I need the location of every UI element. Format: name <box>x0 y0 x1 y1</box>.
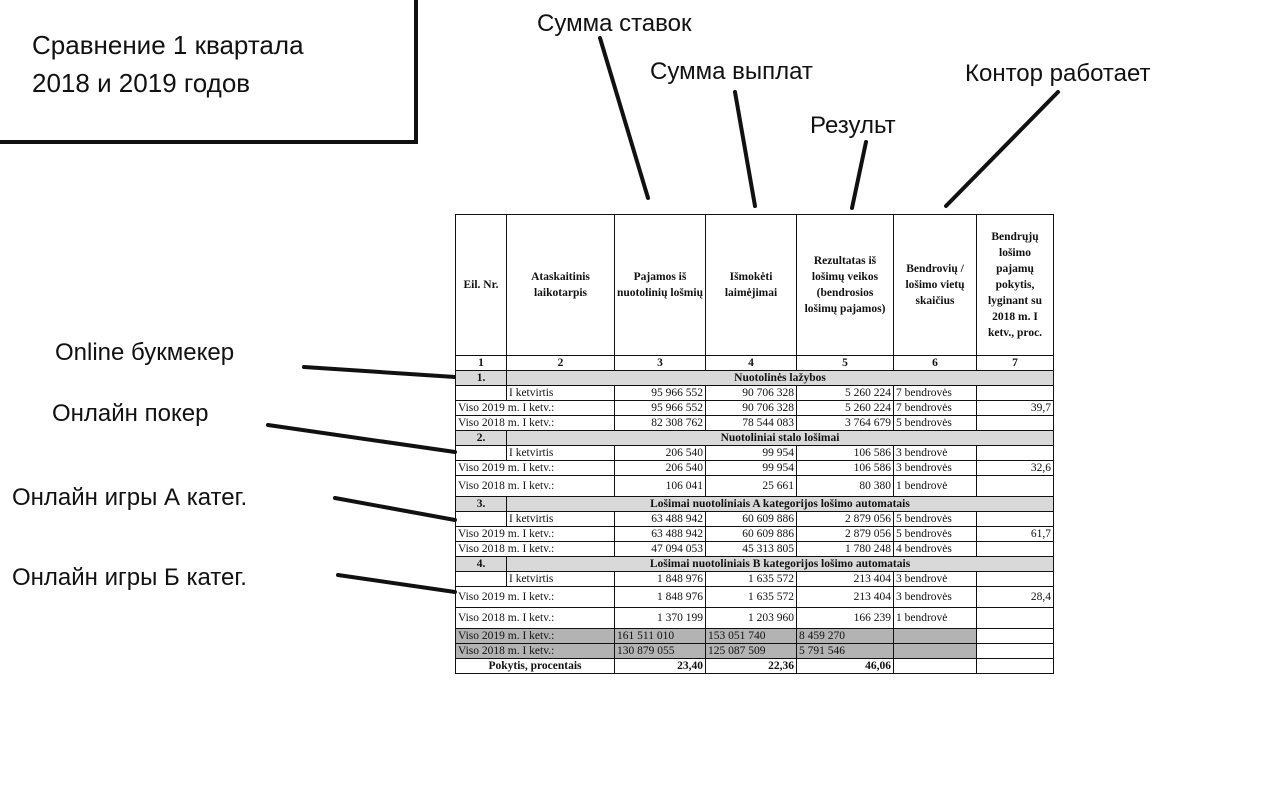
table-row <box>456 512 1054 527</box>
change-cell <box>977 542 1054 557</box>
period-cell: I ketvirtis <box>507 446 615 461</box>
payout-cell: 78 544 083 <box>706 416 797 431</box>
line-office <box>946 92 1058 206</box>
change-label: Pokytis, procentais <box>456 659 615 674</box>
title-line-2: 2018 и 2019 годов <box>32 68 251 98</box>
companies-cell: 4 bendrovės <box>894 542 977 557</box>
period-cell: Viso 2019 m. I ketv.: <box>456 527 615 542</box>
period-cell: Viso 2018 m. I ketv.: <box>456 476 615 497</box>
result-cell: 166 239 <box>797 608 894 629</box>
column-number: 2 <box>507 356 615 371</box>
payout-cell: 99 954 <box>706 461 797 476</box>
table-row <box>456 572 1054 587</box>
income-cell: 1 848 976 <box>615 587 706 608</box>
period-cell: Viso 2019 m. I ketv.: <box>456 629 615 644</box>
change-cell <box>977 446 1054 461</box>
total-row <box>456 629 1054 644</box>
label-result: Результ <box>810 112 896 139</box>
payout-cell: 125 087 509 <box>706 644 797 659</box>
income-cell: 206 540 <box>615 446 706 461</box>
result-cell: 106 586 <box>797 446 894 461</box>
period-cell: Viso 2018 m. I ketv.: <box>456 608 615 629</box>
table-row <box>456 446 1054 461</box>
change-cell <box>977 608 1054 629</box>
result-cell: 213 404 <box>797 587 894 608</box>
period-cell: Viso 2018 m. I ketv.: <box>456 644 615 659</box>
header-cell: Bendrųjų lošimo pajamų pokytis, lyginant su 2018 m. I ketv., proc. <box>977 215 1054 356</box>
label-stakes: Сумма ставок <box>537 10 692 37</box>
payout-change: 22,36 <box>706 659 797 674</box>
line-stakes <box>600 38 648 198</box>
result-cell: 2 879 056 <box>797 512 894 527</box>
section-title: Lošimai nuotoliniais A kategorijos lošimo automatais <box>507 497 1054 512</box>
line-online-bookmaker <box>304 367 455 377</box>
result-cell: 106 586 <box>797 461 894 476</box>
table-row <box>456 401 1054 416</box>
period-cell: Viso 2018 m. I ketv.: <box>456 416 615 431</box>
table-row <box>456 608 1054 629</box>
label-online-games-a: Онлайн игры А катег. <box>12 484 248 511</box>
companies-cell: 5 bendrovės <box>894 512 977 527</box>
line-payouts <box>735 92 755 206</box>
change-cell: 32,6 <box>977 461 1054 476</box>
income-cell: 1 848 976 <box>615 572 706 587</box>
income-cell: 206 540 <box>615 461 706 476</box>
result-cell: 80 380 <box>797 476 894 497</box>
companies-cell: 1 bendrovė <box>894 608 977 629</box>
income-cell: 63 488 942 <box>615 527 706 542</box>
header-cell: Bendrovių / lošimo vietų skaičius <box>894 215 977 356</box>
result-cell: 2 879 056 <box>797 527 894 542</box>
period-cell: I ketvirtis <box>507 572 615 587</box>
period-cell: Viso 2018 m. I ketv.: <box>456 542 615 557</box>
result-cell: 213 404 <box>797 572 894 587</box>
header-cell: Rezultatas iš lošimų veikos (bendrosios lošimų pajamos) <box>797 215 894 356</box>
period-cell: I ketvirtis <box>507 386 615 401</box>
companies-cell: 7 bendrovės <box>894 386 977 401</box>
payout-cell: 60 609 886 <box>706 512 797 527</box>
report-table <box>455 214 1054 674</box>
income-cell: 95 966 552 <box>615 401 706 416</box>
companies-cell: 3 bendrovės <box>894 461 977 476</box>
payout-cell: 60 609 886 <box>706 527 797 542</box>
companies-cell: 5 bendrovės <box>894 527 977 542</box>
table-row <box>456 476 1054 497</box>
label-online-bookmaker: Online букмекер <box>55 339 235 366</box>
period-cell: Viso 2019 m. I ketv.: <box>456 401 615 416</box>
change-cell <box>977 572 1054 587</box>
change-cell: 39,7 <box>977 401 1054 416</box>
payout-cell: 90 706 328 <box>706 386 797 401</box>
section-title: Nuotoliniai stalo lošimai <box>507 431 1054 446</box>
income-cell: 106 041 <box>615 476 706 497</box>
change-cell: 61,7 <box>977 527 1054 542</box>
income-cell: 82 308 762 <box>615 416 706 431</box>
change-row <box>456 659 1054 674</box>
result-cell: 8 459 270 <box>797 629 894 644</box>
header-cell: Ataskaitinis laikotarpis <box>507 215 615 356</box>
companies-cell: 3 bendrovė <box>894 446 977 461</box>
change-cell <box>977 386 1054 401</box>
income-cell: 1 370 199 <box>615 608 706 629</box>
column-number: 7 <box>977 356 1054 371</box>
income-cell: 47 094 053 <box>615 542 706 557</box>
column-number: 3 <box>615 356 706 371</box>
header-cell: Eil. Nr. <box>456 215 507 356</box>
label-payouts: Сумма выплат <box>650 58 813 85</box>
result-change: 46,06 <box>797 659 894 674</box>
companies-cell: 1 bendrovė <box>894 476 977 497</box>
section-number: 4. <box>456 557 507 572</box>
payout-cell: 90 706 328 <box>706 401 797 416</box>
result-cell: 5 260 224 <box>797 401 894 416</box>
section-row <box>456 557 1054 572</box>
income-cell: 161 511 010 <box>615 629 706 644</box>
total-row <box>456 644 1054 659</box>
section-row <box>456 371 1054 386</box>
table-row <box>456 386 1054 401</box>
payout-cell: 45 313 805 <box>706 542 797 557</box>
header-cell: Pajamos iš nuotolinių lošmių <box>615 215 706 356</box>
change-cell <box>977 512 1054 527</box>
payout-cell: 25 661 <box>706 476 797 497</box>
income-cell: 130 879 055 <box>615 644 706 659</box>
section-number: 2. <box>456 431 507 446</box>
label-office: Контор работает <box>965 60 1151 87</box>
line-online-poker <box>268 425 455 452</box>
result-cell: 3 764 679 <box>797 416 894 431</box>
table-row <box>456 587 1054 608</box>
income-cell: 63 488 942 <box>615 512 706 527</box>
title-box <box>0 0 418 144</box>
result-cell: 1 780 248 <box>797 542 894 557</box>
label-online-games-b: Онлайн игры Б катег. <box>12 564 247 591</box>
payout-cell: 153 051 740 <box>706 629 797 644</box>
payout-cell: 99 954 <box>706 446 797 461</box>
line-online-games-b <box>338 575 455 592</box>
section-number: 1. <box>456 371 507 386</box>
table-row <box>456 542 1054 557</box>
column-number-row <box>456 356 1054 371</box>
result-cell: 5 260 224 <box>797 386 894 401</box>
line-online-games-a <box>335 498 455 520</box>
table-row <box>456 527 1054 542</box>
column-number: 4 <box>706 356 797 371</box>
income-change: 23,40 <box>615 659 706 674</box>
companies-cell: 5 bendrovės <box>894 416 977 431</box>
table-row <box>456 416 1054 431</box>
section-number: 3. <box>456 497 507 512</box>
period-cell: I ketvirtis <box>507 512 615 527</box>
income-cell: 95 966 552 <box>615 386 706 401</box>
payout-cell: 1 635 572 <box>706 587 797 608</box>
change-cell <box>977 476 1054 497</box>
column-number: 5 <box>797 356 894 371</box>
change-cell <box>977 416 1054 431</box>
period-cell: Viso 2019 m. I ketv.: <box>456 587 615 608</box>
table-row <box>456 461 1054 476</box>
payout-cell: 1 203 960 <box>706 608 797 629</box>
header-cell: Išmokėti laimėjimai <box>706 215 797 356</box>
payout-cell: 1 635 572 <box>706 572 797 587</box>
companies-cell: 3 bendrovė <box>894 572 977 587</box>
period-cell: Viso 2019 m. I ketv.: <box>456 461 615 476</box>
column-number: 6 <box>894 356 977 371</box>
line-result <box>852 142 866 208</box>
section-title: Nuotolinės lažybos <box>507 371 1054 386</box>
result-cell: 5 791 546 <box>797 644 894 659</box>
label-online-poker: Онлайн покер <box>52 400 209 427</box>
change-cell: 28,4 <box>977 587 1054 608</box>
companies-cell: 3 bendrovės <box>894 587 977 608</box>
section-row <box>456 431 1054 446</box>
column-number: 1 <box>456 356 507 371</box>
header-row <box>456 215 1054 356</box>
title-line-1: Сравнение 1 квартала <box>32 30 304 60</box>
section-title: Lošimai nuotoliniais B kategorijos lošimo automatais <box>507 557 1054 572</box>
section-row <box>456 497 1054 512</box>
companies-cell: 7 bendrovės <box>894 401 977 416</box>
